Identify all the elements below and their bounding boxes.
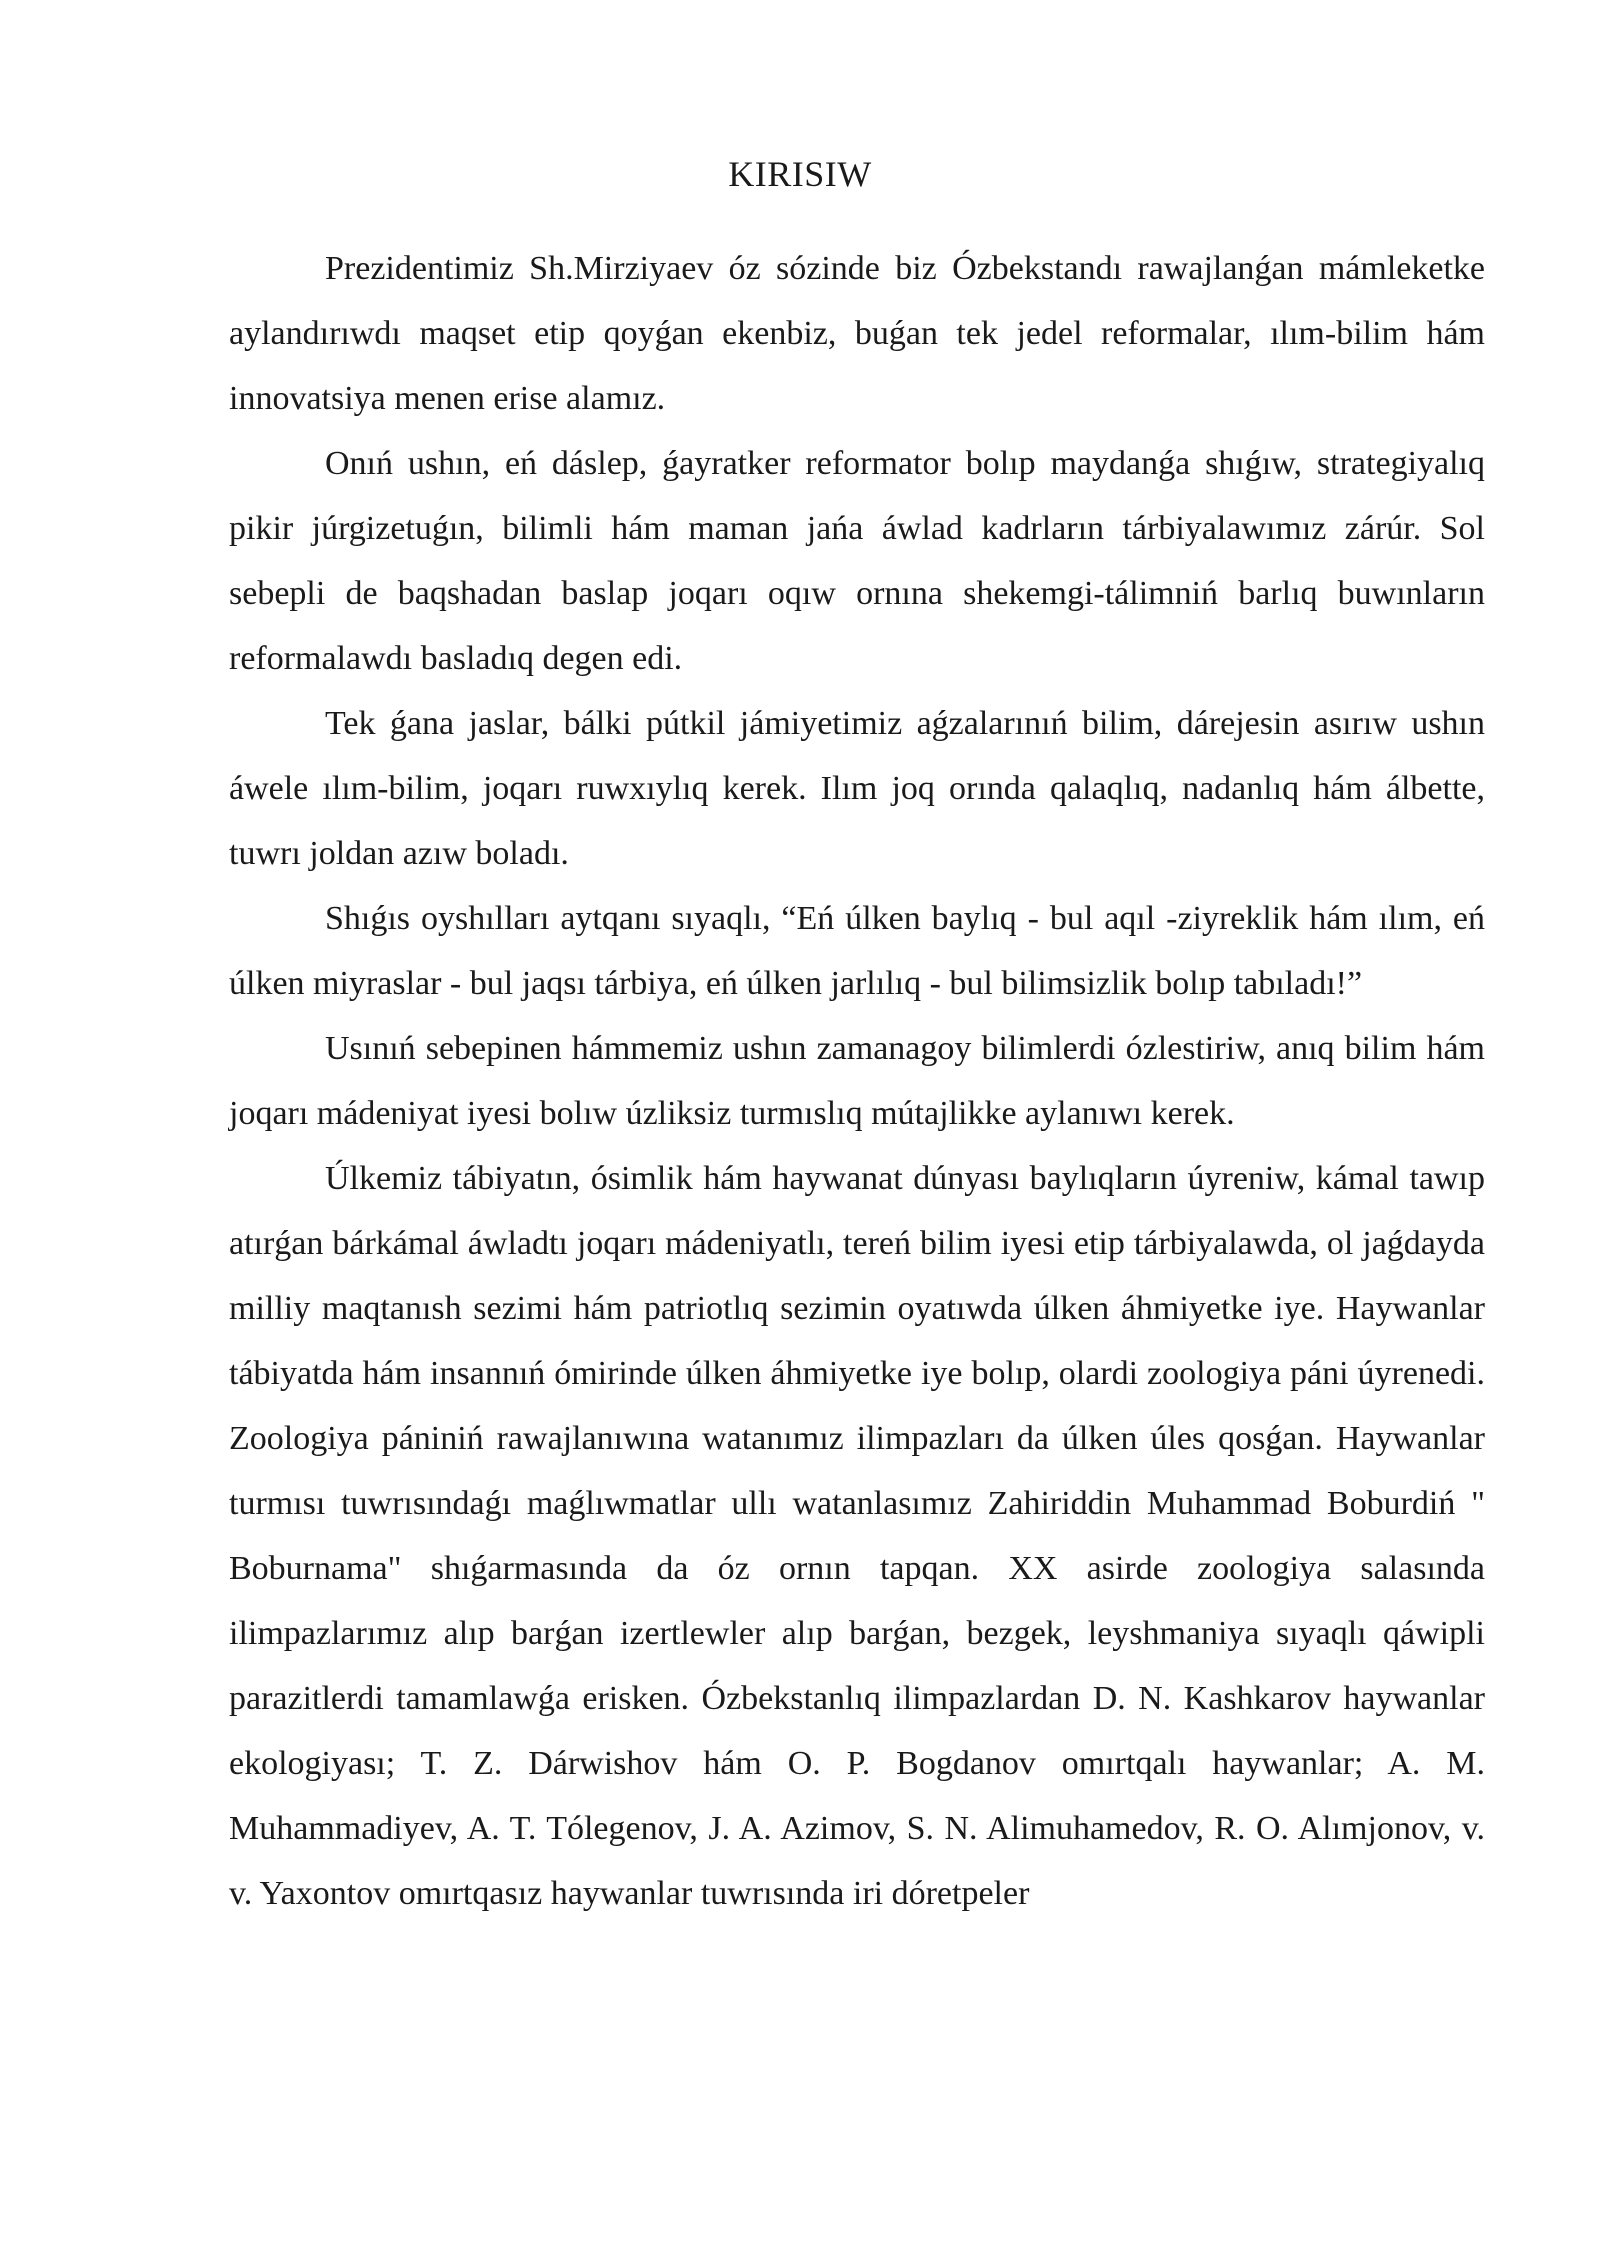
- paragraph-3: Tek ǵana jaslar, bálki pútkil jámiyetimiz aǵzalarınıń bilim, dárejesin asırıw ushın áwele ılım-bilim, joqarı ruwxıylıq kerek. Ilım joq orında qalaqlıq, nadanlıq hám álbette, tuwrı joldan azıw boladı.: [229, 705, 1485, 872]
- document-title: KIRISIW: [728, 154, 872, 194]
- paragraph-6: Úlkemiz tábiyatın, ósimlik hám haywanat dúnyası baylıqların úyreniw, kámal tawıp atırǵan bárkámal áwladtı joqarı mádeniyatlı, tereń bilim iyesi etip tárbiyalawda, ol jaǵdayda milliy maqtanısh sezimi hám patriotlıq sezimin oyatıwda úlken áhmiyetke iye. Haywanlar tábiyatda hám insannıń ómirinde úlken áhmiyetke iye bolıp, olardi zoologiya páni úyrenedi. Zoologiya pániniń rawajlanıwına watanımız ilimpazları da úlken úles qosǵan. Haywanlar turmısı tuwrısındaǵı maǵlıwmatlar ullı watanlasımız Zahiriddin Muhammad Boburdiń " Boburnama" shıǵarmasında da óz ornın tapqan. XX asirde zoologiya salasında ilimpazlarımız alıp barǵan izertlewler alıp barǵan, bezgek, leyshmaniya sıyaqlı qáwipli parazitlerdi tamamlawǵa erisken. Ózbekstanlıq ilimpazlardan D. N. Kashkarov haywanlar ekologiyası; T. Z. Dárwishov hám O. P. Bogdanov omırtqalı haywanlar; A. M. Muhammadiyev, A. T. Tólegenov, J. A. Azimov, S. N. Alimuhamedov, R. O. Alımjonov, v. v. Yaxontov omırtqasız haywanlar tuwrısında iri dóretpeler: [229, 1160, 1485, 1912]
- paragraph-5: Usınıń sebepinen hámmemiz ushın zamanagoy bilimlerdi ózlestiriw, anıq bilim hám joqarı mádeniyat iyesi bolıw úzliksiz turmıslıq mútajlikke aylanıwı kerek.: [229, 1030, 1485, 1132]
- paragraph-2: Onıń ushın, eń dáslep, ǵayratker reformator bolıp maydanǵa shıǵıw, strategiyalıq pikir júrgizetuǵın, bilimli hám maman jańa áwlad kadrların tárbiyalawımız zárúr. Sol sebepli de baqshadan baslap joqarı oqıw ornına shekemgi-tálimniń barlıq buwınların reformalawdı basladıq degen edi.: [229, 445, 1485, 677]
- paragraph-1: Prezidentimiz Sh.Mirziyaev óz sózinde biz Ózbekstandı rawajlanǵan mámleketke aylandırıwdı maqset etip qoyǵan ekenbiz, buǵan tek jedel reformalar, ılım-bilim hám innovatsiya menen erise alamız.: [229, 250, 1485, 417]
- paragraph-4: Shıǵıs oyshılları aytqanı sıyaqlı, “Eń úlken baylıq - bul aqıl -ziyreklik hám ılım, eń úlken miyraslar - bul jaqsı tárbiya, eń úlken jarlılıq - bul bilimsizlik bolıp tabıladı!”: [229, 900, 1485, 1002]
- document-body: [229, 236, 1485, 1926]
